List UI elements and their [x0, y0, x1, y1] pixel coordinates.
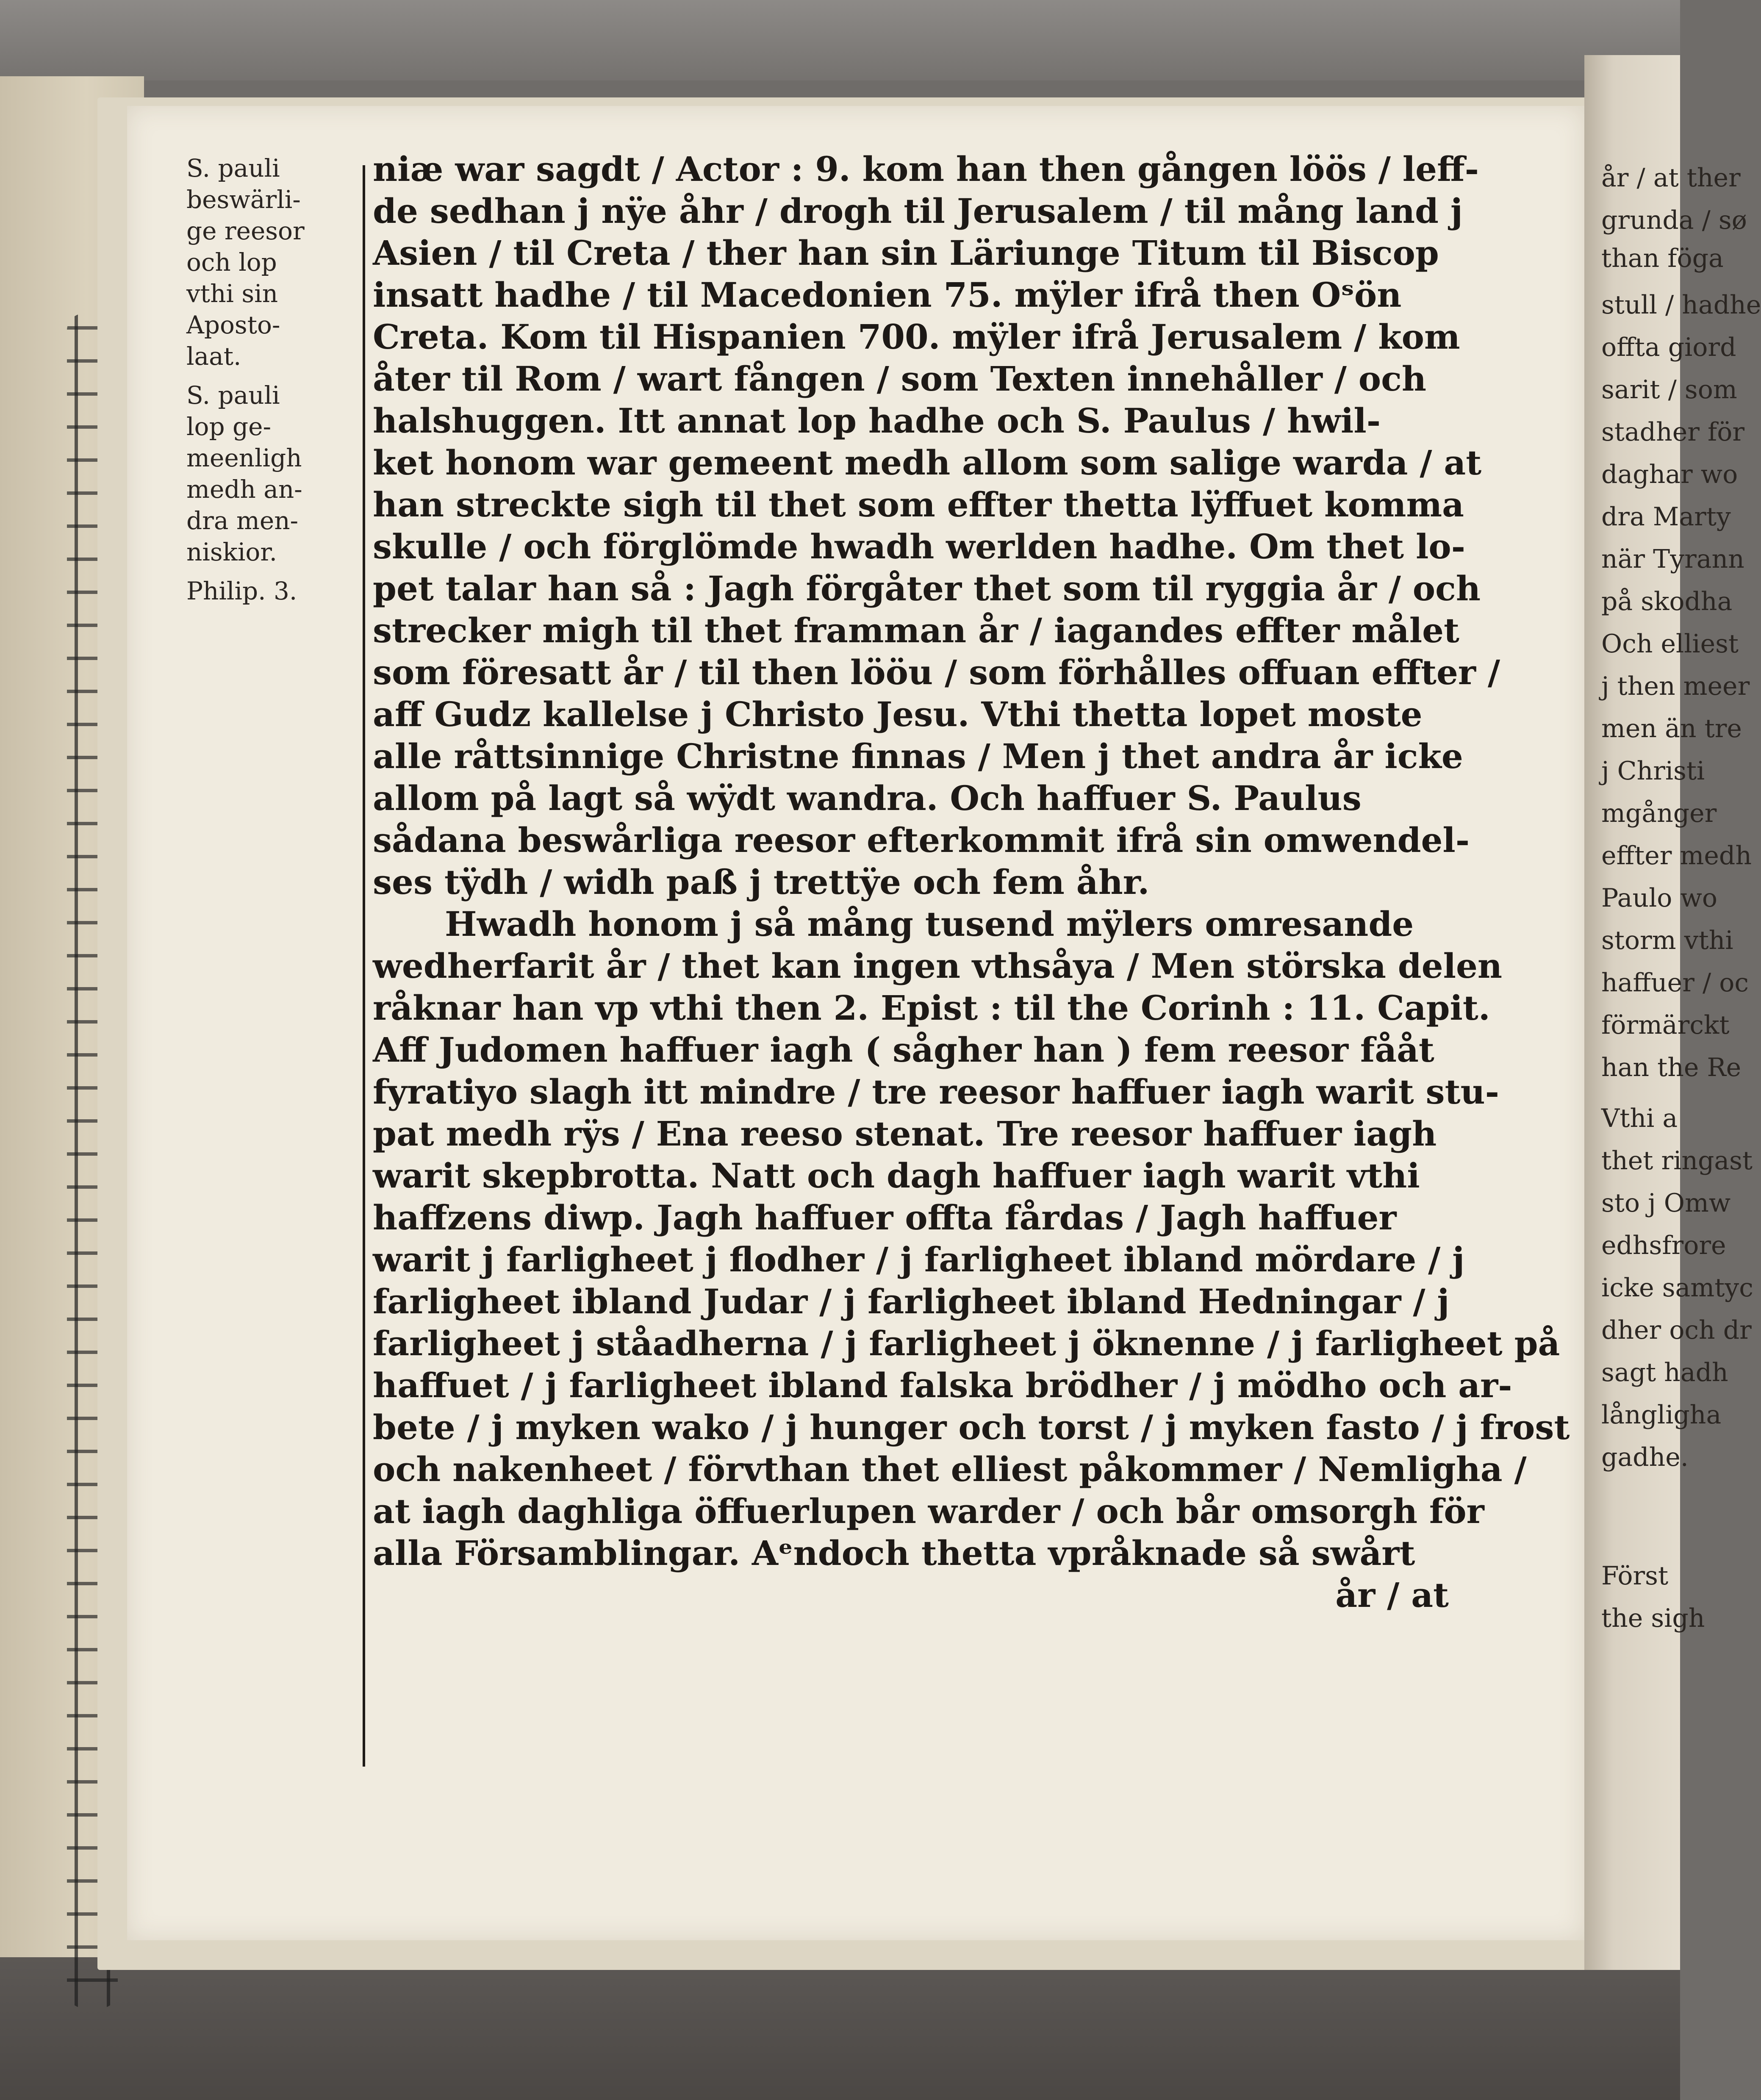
text-line: alle råttsinnige Christne finnas / Men j thet andra år icke [373, 736, 1463, 776]
catchword: år / at [1335, 1575, 1449, 1615]
text-line: Aff Judomen haffuer iagh ( sågher han ) fem reesor fååt [373, 1030, 1434, 1070]
text-line: farligheet j ståadherna / j farligheet j öknenne / j farligheet på [373, 1323, 1560, 1363]
right-page-fragment: thet ringast [1601, 1146, 1753, 1176]
right-page-fragment: när Tyrann [1601, 544, 1744, 574]
text-line: warit skepbrotta. Natt och dagh haffuer iagh warit vthi [373, 1156, 1420, 1196]
right-page-fragment: men än tre [1601, 714, 1742, 743]
text-line: farligheet ibland Judar / j farligheet ibland Hedningar / j [373, 1282, 1450, 1321]
margin-note [186, 380, 356, 568]
right-page-fragment: Och elliest [1601, 629, 1739, 659]
right-page-fragment: Först [1601, 1561, 1669, 1591]
text-line: allom på lagt så wÿdt wandra. Och haffuer S. Paulus [373, 778, 1362, 818]
margin-note-line: niskior. [186, 538, 277, 566]
right-page-fragment: han the Re [1601, 1053, 1742, 1082]
text-line: halshuggen. Itt annat lop hadhe och S. Paulus / hwil- [373, 401, 1381, 441]
right-page-fragment: j Christi [1601, 756, 1705, 786]
text-line: pat medh rÿs / Ena reeso stenat. Tre reesor haffuer iagh [373, 1114, 1437, 1154]
right-page-fragment: sagt hadh [1601, 1358, 1728, 1387]
text-line: aff Gudz kallelse j Christo Jesu. Vthi thetta lopet moste [373, 694, 1423, 734]
right-page-fragment: gadhe. [1601, 1443, 1689, 1472]
text-line: åter til Rom / wart fången / som Texten innehåller / och [373, 359, 1426, 399]
margin-note-line: Aposto- [186, 311, 280, 339]
right-page-fragment: storm vthi [1601, 926, 1733, 955]
margin-note [186, 153, 356, 372]
margin-note-line: Philip. 3. [186, 577, 297, 605]
background-top [0, 0, 1680, 80]
margin-note [186, 575, 356, 607]
margin-note-line: medh an- [186, 475, 302, 504]
right-page-fragment: daghar wo [1601, 460, 1738, 489]
right-page-fragment: grunda / sø [1601, 205, 1747, 235]
right-page-fragment: icke samtyc [1601, 1273, 1753, 1303]
right-page-fragment: edhsfrore [1601, 1231, 1726, 1260]
right-page-fragment: stadher för [1601, 417, 1744, 447]
margin-note-line: S. pauli [186, 381, 280, 410]
column-rule [363, 165, 365, 1767]
right-page-fragment: sarit / som [1601, 375, 1737, 405]
text-line: haffuet / j farligheet ibland falska brödher / j mödho och ar- [373, 1365, 1512, 1405]
margin-note-line: beswärli- [186, 185, 301, 214]
right-page-fragment: dher och dr [1601, 1315, 1752, 1345]
right-page-fragment: mgånger [1601, 799, 1717, 828]
text-line: Creta. Kom til Hispanien 700. mÿler ifrå Jerusalem / kom [373, 317, 1460, 357]
right-page-fragment: långligha [1601, 1400, 1722, 1430]
right-page-fragment: than föga [1601, 244, 1724, 273]
right-page-fragment: år / at ther [1601, 163, 1741, 193]
margin-note-line: laat. [186, 342, 241, 371]
text-line: bete / j myken wako / j hunger och torst / j myken fasto / j frost [373, 1407, 1570, 1447]
background-bottom [0, 1957, 1680, 2100]
margin-note-line: och lop [186, 248, 277, 277]
text-line: at iagh daghliga öffuerlupen warder / och bår omsorgh för [373, 1491, 1484, 1531]
margin-note-line: dra men- [186, 506, 299, 535]
text-line: som föresatt år / til then lööu / som förhålles offuan effter / [373, 652, 1500, 692]
text-line: fyratiyo slagh itt mindre / tre reesor haffuer iagh warit stu- [373, 1072, 1499, 1112]
right-page-fragment: Paulo wo [1601, 883, 1717, 913]
margin-note-line: lop ge- [186, 412, 272, 441]
right-page-fragment: på skodha [1601, 587, 1733, 616]
right-page-fragment: dra Marty [1601, 502, 1731, 532]
text-line: sådana beswårliga reesor efterkommit ifrå sin omwendel- [373, 820, 1470, 860]
right-page-fragment: Vthi a [1601, 1104, 1678, 1133]
text-line: niæ war sagdt / Actor : 9. kom han then gången löös / leff- [373, 149, 1479, 189]
right-page-fragment: effter medh [1601, 841, 1752, 871]
main-text-column [373, 148, 1570, 1616]
right-page-fragment: the sigh [1601, 1603, 1705, 1633]
right-page-fragment: haffuer / oc [1601, 968, 1749, 998]
margin-note-line: ge reesor [186, 216, 305, 245]
right-page-edge [1584, 55, 1761, 1970]
right-page-fragment: stull / hadhe [1601, 290, 1761, 320]
text-line: Hwadh honom j så mång tusend mÿlers omresande [445, 904, 1414, 944]
text-line: de sedhan j nÿe åhr / drogh til Jerusalem / til mång land j [373, 191, 1463, 231]
text-line: haffzens diwp. Jagh haffuer offta fårdas / Jagh haffuer [373, 1198, 1397, 1237]
margin-note-line: meenligh [186, 444, 302, 472]
text-line: råknar han vp vthi then 2. Epist : til the Corinh : 11. Capit. [373, 988, 1490, 1028]
text-line: Asien / til Creta / ther han sin Läriunge Titum til Biscop [373, 233, 1439, 273]
text-line: alla Församblingar. Aᵉndoch thetta vpråknade så swårt [373, 1533, 1415, 1573]
text-line: strecker migh til thet framman år / iagandes effter målet [373, 610, 1459, 650]
margin-note-line: vthi sin [186, 279, 278, 308]
text-line: han streckte sigh til thet som effter thetta lÿffuet komma [373, 485, 1464, 524]
text-line: skulle / och förglömde hwadh werlden hadhe. Om thet lo- [373, 527, 1465, 566]
text-line: pet talar han så : Jagh förgåter thet som til ryggia år / och [373, 569, 1481, 608]
right-page-fragment: offta giord [1601, 333, 1736, 362]
text-line: wedherfarit år / thet kan ingen vthsåya / Men störska delen [373, 946, 1503, 986]
right-page-fragment: sto j Omw [1601, 1188, 1731, 1218]
text-line: ket honom war gemeent medh allom som salige warda / at [373, 443, 1482, 483]
margin-note-line: S. pauli [186, 154, 280, 183]
text-line: warit j farligheet j flodher / j farligheet ibland mördare / j [373, 1240, 1465, 1279]
right-page-fragment: förmärckt [1601, 1010, 1730, 1040]
right-page-fragment: j then meer [1601, 671, 1750, 701]
text-line: och nakenheet / förvthan thet elliest påkommer / Nemligha / [373, 1449, 1527, 1489]
text-line: insatt hadhe / til Macedonien 75. mÿler ifrå then Oˢön [373, 275, 1402, 315]
text-line: ses tÿdh / widh paß j trettÿe och fem åhr. [373, 862, 1150, 902]
margin-notes [186, 153, 356, 614]
